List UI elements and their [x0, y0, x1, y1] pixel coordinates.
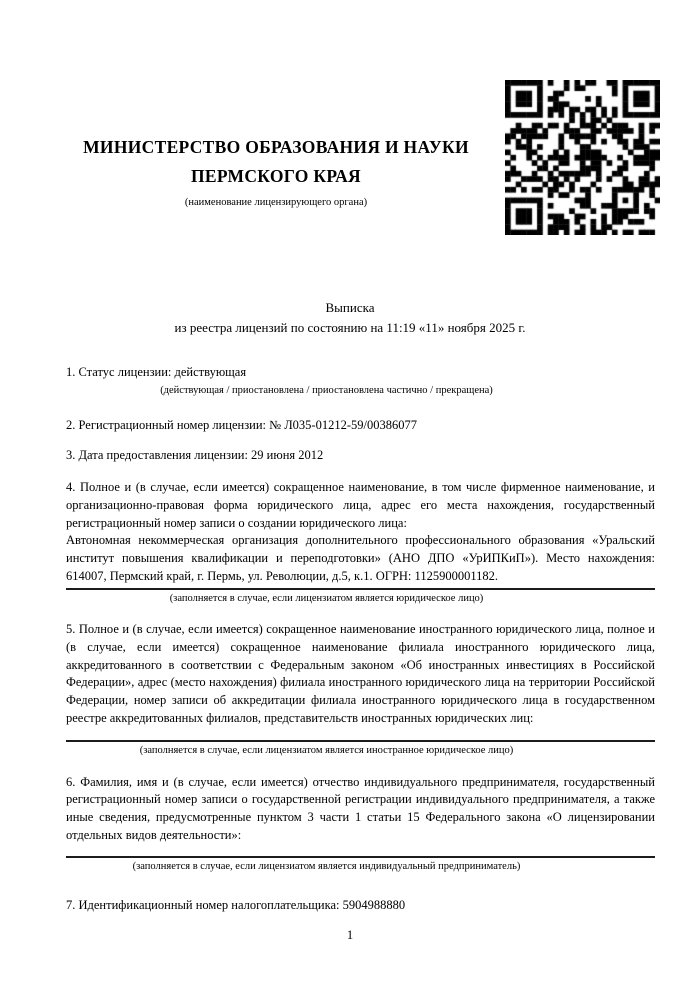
fill-in-line — [66, 856, 655, 858]
grant-date-text: 3. Дата предоставления лицензии: 29 июня 2012 — [66, 448, 324, 463]
section-license-status — [66, 364, 655, 397]
fill-in-line — [66, 740, 655, 742]
document-header — [0, 80, 700, 235]
document-title-line1: Выписка — [325, 300, 375, 315]
entrepreneur-note: (заполняется в случае, если лицензиатом является индивидуальный предприниматель) — [132, 861, 521, 873]
foreign-entity-note: (заполняется в случае, если лицензиатом является иностранное юридическое лицо) — [139, 744, 514, 756]
section-legal-entity — [66, 479, 655, 605]
section-registration-number — [66, 417, 655, 435]
fill-in-line — [66, 588, 655, 590]
legal-entity-text: 4. Полное и (в случае, если имеется) сокращенное наименование, в том числе фирменное наименование, и организационно-правовая форма юридического лица, адрес его места нахождения, государственный регистрационный номер записи о создании юридического лица: — [66, 480, 655, 530]
licensing-authority-block — [66, 80, 486, 209]
license-status-text: 1. Статус лицензии: действующая — [66, 365, 247, 379]
license-status-note: (действующая / приостановлена / приостановлена частично / прекращена) — [160, 384, 493, 396]
ministry-name: МИНИСТЕРСТВО ОБРАЗОВАНИЯ И НАУКИ ПЕРМСКОГО КРАЯ — [83, 137, 469, 186]
legal-entity-value: Автономная некоммерческая организация дополнительного профессионального образования «Уральский институт повышения квалификации и переподготовки» (АНО ДПО «УрИПКиП»). Место нахождения: 614007, Пермский край, г. Пермь, ул. Революции, д.5, к.1. ОГРН: 1125900001182. — [66, 533, 655, 583]
document-title-line2: из реестра лицензий по состоянию на 11:19 «11» ноября 2025 г. — [174, 320, 526, 335]
section-foreign-entity — [66, 621, 655, 756]
section-taxpayer-id — [66, 897, 655, 915]
legal-entity-note: (заполняется в случае, если лицензиатом является юридическое лицо) — [169, 593, 484, 605]
entrepreneur-text: 6. Фамилия, имя и (в случае, если имеется) отчество индивидуального предпринимателя, государственный регистрационный номер записи о государственной регистрации индивидуального предпринимателя, а также иные сведения, предусмотренные пунктом 3 части 1 статьи 15 Федерального закона «О лицензировании отдельных видов деятельности»: — [66, 774, 655, 842]
section-grant-date — [66, 447, 655, 465]
taxpayer-id-text: 7. Идентификационный номер налогоплательщика: 5904988880 — [66, 898, 406, 913]
ministry-name-note: (наименование лицензирующего органа) — [184, 197, 368, 208]
qr-code-box — [505, 80, 660, 235]
page-number: 1 — [346, 928, 354, 942]
document-body — [0, 364, 700, 915]
qr-code-icon — [505, 80, 660, 235]
section-entrepreneur — [66, 774, 655, 874]
registration-number-text: 2. Регистрационный номер лицензии: № Л035-01212-59/00386077 — [66, 417, 417, 432]
document-title — [0, 298, 700, 338]
foreign-entity-text: 5. Полное и (в случае, если имеется) сокращенное наименование иностранного юридического лица, полное и (в случае, если имеется) сокращенное наименование филиала иностранного юридического лица, аккредитованного в соответствии с Федеральным законом «Об иностранных инвестициях в Российской Федерации», адрес (место нахождения) филиала иностранного юридического лица на территории Российской Федерации, номер записи об аккредитации филиала иностранного юридического лица в государственном реестре аккредитованных филиалов, представительств иностранных юридических лиц: — [66, 622, 655, 725]
